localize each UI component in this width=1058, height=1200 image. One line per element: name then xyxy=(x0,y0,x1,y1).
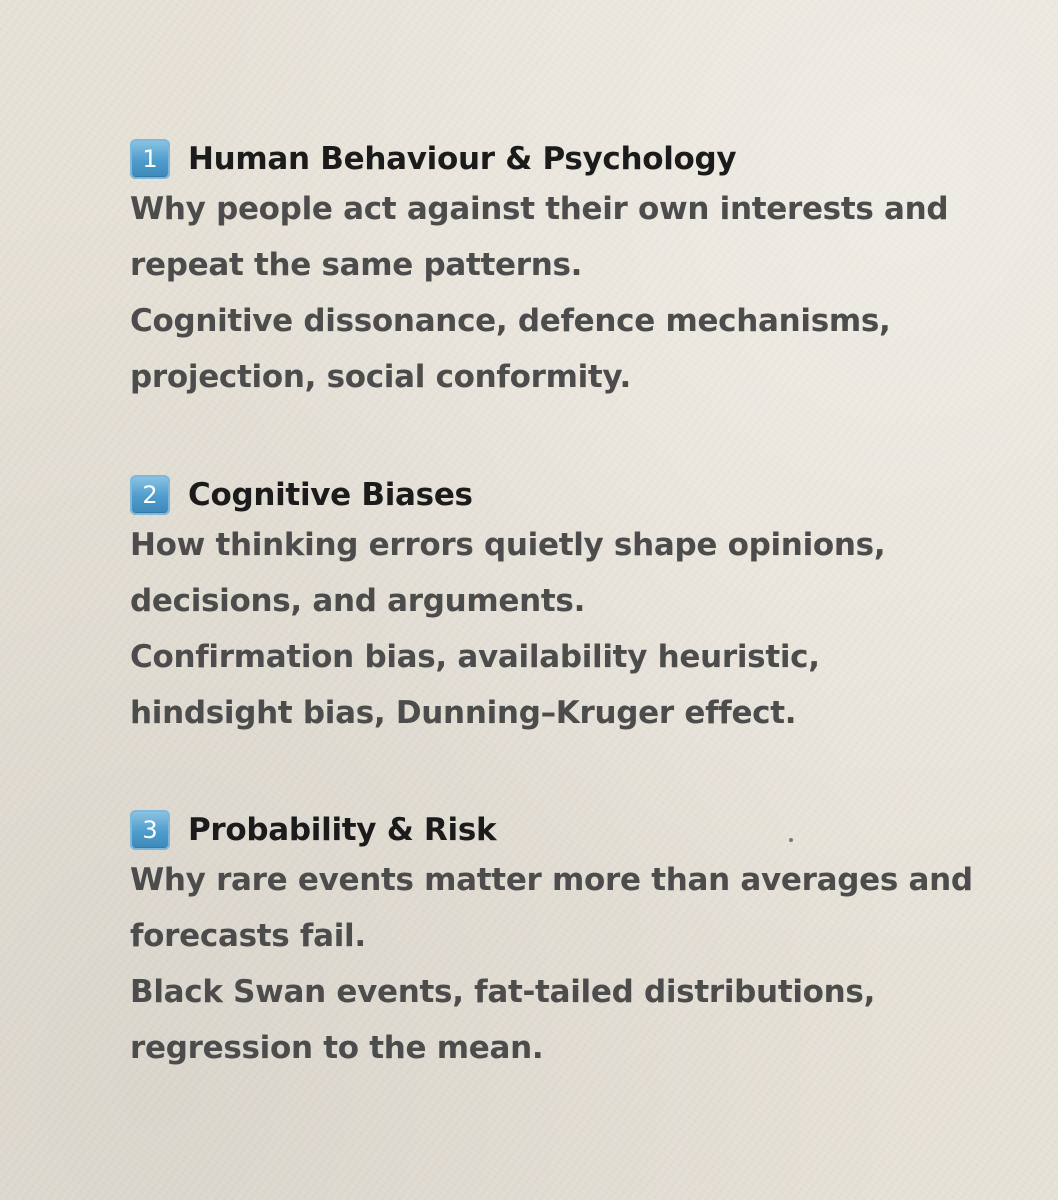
keycap-three-icon xyxy=(130,810,170,850)
section-title: Cognitive Biases xyxy=(188,477,473,513)
section-title: Human Behaviour & Psychology xyxy=(188,141,737,177)
section-cognitive-biases xyxy=(130,473,1030,741)
description-line: repeat the same patterns. xyxy=(130,247,583,283)
section-human-behaviour xyxy=(130,137,1030,405)
section-heading xyxy=(130,473,1030,517)
section-title: Probability & Risk xyxy=(188,812,497,848)
section-heading xyxy=(130,808,1030,852)
examples-line: Confirmation bias, availability heuristic, xyxy=(130,639,820,675)
examples-line: hindsight bias, Dunning–Kruger effect. xyxy=(130,695,797,731)
section-heading xyxy=(130,137,1030,181)
examples-line: Cognitive dissonance, defence mechanisms, xyxy=(130,303,891,339)
keycap-number: 3 xyxy=(142,816,158,844)
paper-speck xyxy=(789,838,793,842)
examples-line: Black Swan events, fat-tailed distributions, xyxy=(130,974,876,1010)
examples-line: regression to the mean. xyxy=(130,1030,544,1066)
description-line: decisions, and arguments. xyxy=(130,583,586,619)
examples-line: projection, social conformity. xyxy=(130,359,631,395)
description-line: How thinking errors quietly shape opinions, xyxy=(130,527,886,563)
keycap-one-icon xyxy=(130,139,170,179)
section-probability-risk xyxy=(130,808,1030,1076)
description-line: Why people act against their own interests and xyxy=(130,191,949,227)
keycap-two-icon xyxy=(130,475,170,515)
description-line: Why rare events matter more than averages and xyxy=(130,862,973,898)
description-line: forecasts fail. xyxy=(130,918,366,954)
keycap-number: 2 xyxy=(142,481,158,509)
keycap-number: 1 xyxy=(142,145,158,173)
